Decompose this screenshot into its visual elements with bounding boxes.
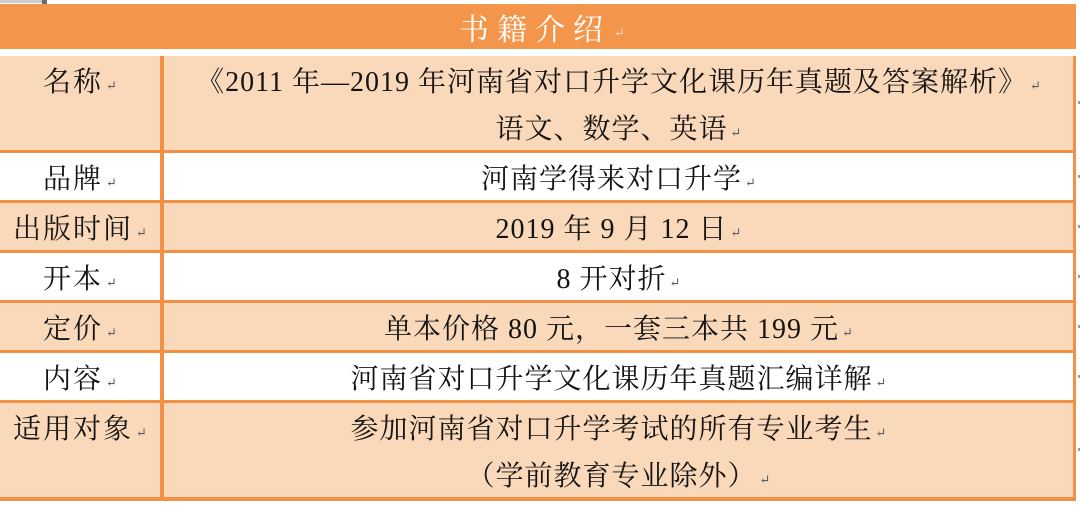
- row-value-cell: [164, 303, 1073, 350]
- label-line: [43, 353, 117, 400]
- value-line: [496, 203, 742, 250]
- paragraph-mark: ↵: [759, 471, 771, 487]
- row-value: 2019 年 9 月 12 日: [495, 213, 728, 245]
- row-value: 参加河南省对口升学考试的所有专业考生: [350, 413, 873, 445]
- table-title: 书籍介绍: [459, 13, 612, 47]
- row-value-cell: [164, 56, 1073, 150]
- row-value-cell: [164, 403, 1073, 497]
- label-line: [43, 153, 117, 200]
- paragraph-mark: ↵: [875, 374, 887, 390]
- row-value-cell: [164, 253, 1073, 300]
- row-value-cell: [164, 203, 1073, 250]
- paragraph-mark: ↵: [136, 424, 147, 440]
- table-row: [0, 250, 1073, 300]
- value-line: [196, 56, 1041, 103]
- row-value-cell: [164, 153, 1073, 200]
- row-value: 河南省对口升学文化课历年真题汇编详解: [350, 363, 873, 395]
- row-label-cell: [0, 253, 160, 300]
- paragraph-mark: ↵: [106, 77, 117, 93]
- row-label-cell: [0, 153, 160, 200]
- label-line: [43, 253, 117, 300]
- table-row: [0, 56, 1073, 150]
- value-line: [351, 403, 887, 450]
- value-line: [481, 153, 756, 200]
- table-row: [0, 300, 1073, 350]
- row-label-cell: [0, 353, 160, 400]
- label-line: [13, 203, 147, 250]
- book-info-table: [0, 56, 1076, 501]
- table-header-row: [0, 4, 1076, 49]
- paragraph-mark: ↵: [1030, 77, 1041, 93]
- paragraph-mark: ↵: [842, 324, 853, 340]
- paragraph-mark: ↵: [106, 374, 117, 390]
- value-line: [351, 353, 887, 400]
- row-label: 内容: [43, 363, 104, 395]
- value-line: [557, 253, 681, 300]
- value-line: [384, 303, 853, 350]
- row-label: 开本: [43, 263, 104, 295]
- table-row: [0, 350, 1073, 400]
- row-value: 单本价格 80 元，一套三本共 199 元: [384, 313, 840, 345]
- paragraph-mark: ↵: [106, 324, 117, 340]
- row-label: 品牌: [43, 163, 104, 195]
- row-value: 语文、数学、英语: [495, 113, 728, 145]
- row-label-cell: [0, 203, 160, 250]
- row-label: 定价: [43, 313, 104, 345]
- row-value: 《2011 年—2019 年河南省对口升学文化课历年真题及答案解析》: [196, 66, 1028, 98]
- row-value: 8 开对折: [556, 263, 667, 295]
- table-row: [0, 150, 1073, 200]
- row-label: 出版时间: [13, 213, 134, 245]
- table-row: [0, 400, 1073, 497]
- row-label-cell: [0, 403, 160, 497]
- row-value: （学前教育专业除外）: [466, 460, 757, 492]
- screenshot-artifact: [0, 0, 43, 3]
- label-line: [13, 403, 147, 450]
- paragraph-mark: ↵: [136, 224, 147, 240]
- paragraph-mark: ↵: [614, 24, 625, 40]
- paragraph-mark: ↵: [745, 174, 756, 190]
- paragraph-mark: ↵: [669, 274, 681, 290]
- paragraph-mark: ↵: [730, 224, 742, 240]
- paragraph-mark: ↵: [106, 174, 117, 190]
- row-label-cell: [0, 303, 160, 350]
- paragraph-mark: ↵: [106, 274, 117, 290]
- value-line: [496, 103, 742, 150]
- label-line: [43, 56, 117, 103]
- row-value-cell: [164, 353, 1073, 400]
- paragraph-mark: ↵: [730, 124, 742, 140]
- value-line: [467, 450, 771, 497]
- row-label: 名称: [43, 66, 104, 98]
- paragraph-mark: ↵: [875, 424, 887, 440]
- row-value: 河南学得来对口升学: [481, 163, 743, 195]
- row-label: 适用对象: [13, 413, 134, 445]
- table-row: [0, 200, 1073, 250]
- row-label-cell: [0, 56, 160, 150]
- label-line: [43, 303, 117, 350]
